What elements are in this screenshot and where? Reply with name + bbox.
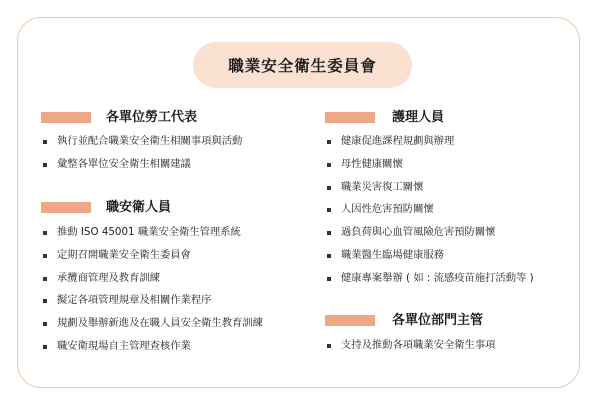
bullet-icon [43, 163, 47, 167]
list-item: 過負荷與心血管風險危害預防關懷 [325, 221, 534, 244]
list-item: 健康專案舉辦 ( 如 : 流感疫苗施打活動等 ) [325, 267, 534, 290]
list-item: 承攬商管理及教育訓練 [41, 267, 263, 290]
list-item: 職業醫生臨場健康服務 [325, 244, 534, 267]
list-item: 擬定各項管理規章及相關作業程序 [41, 289, 263, 312]
bullet-icon [327, 254, 331, 258]
list-item: 規劃及舉辦新進及在職人員安全衛生教育訓練 [41, 312, 263, 335]
bullet-icon [327, 186, 331, 190]
bullet-icon [43, 277, 47, 281]
bullet-icon [43, 345, 47, 349]
item-list [325, 334, 495, 357]
accent-bar [325, 315, 375, 326]
section-title: 各單位部門主管 [392, 313, 484, 328]
bullet-icon [327, 344, 331, 348]
section-title: 護理人員 [392, 110, 445, 125]
bullet-icon [43, 299, 47, 303]
bullet-icon [43, 140, 47, 144]
list-item: 人因性危害預防關懷 [325, 198, 534, 221]
section-title: 職安衛人員 [106, 200, 172, 215]
list-item: 健康促進課程規劃與辦理 [325, 130, 534, 153]
bullet-icon [43, 231, 47, 235]
bullet-icon [43, 322, 47, 326]
bullet-icon [327, 277, 331, 281]
section-title: 各單位勞工代表 [106, 110, 198, 125]
accent-bar [41, 112, 91, 123]
item-list [41, 221, 263, 358]
list-item: 母性健康關懷 [325, 153, 534, 176]
item-list [41, 130, 242, 176]
accent-bar [325, 112, 375, 123]
list-item: 支持及推動各項職業安全衛生事項 [325, 334, 495, 357]
bullet-icon [327, 163, 331, 167]
item-list [325, 130, 534, 290]
list-item: 執行並配合職業安全衛生相關事項與活動 [41, 130, 242, 153]
bullet-icon [327, 208, 331, 212]
list-item: 職業災害復工關懷 [325, 176, 534, 199]
bullet-icon [327, 140, 331, 144]
list-item: 定期召開職業安全衛生委員會 [41, 244, 263, 267]
list-item: 推動 ISO 45001 職業安全衛生管理系統 [41, 221, 263, 244]
list-item: 彙整各單位安全衛生相關建議 [41, 153, 242, 176]
bullet-icon [327, 231, 331, 235]
page-title: 職業安全衛生委員會 [193, 42, 412, 88]
accent-bar [41, 202, 91, 213]
bullet-icon [43, 254, 47, 258]
list-item: 職安衛現場自主管理查核作業 [41, 335, 263, 358]
